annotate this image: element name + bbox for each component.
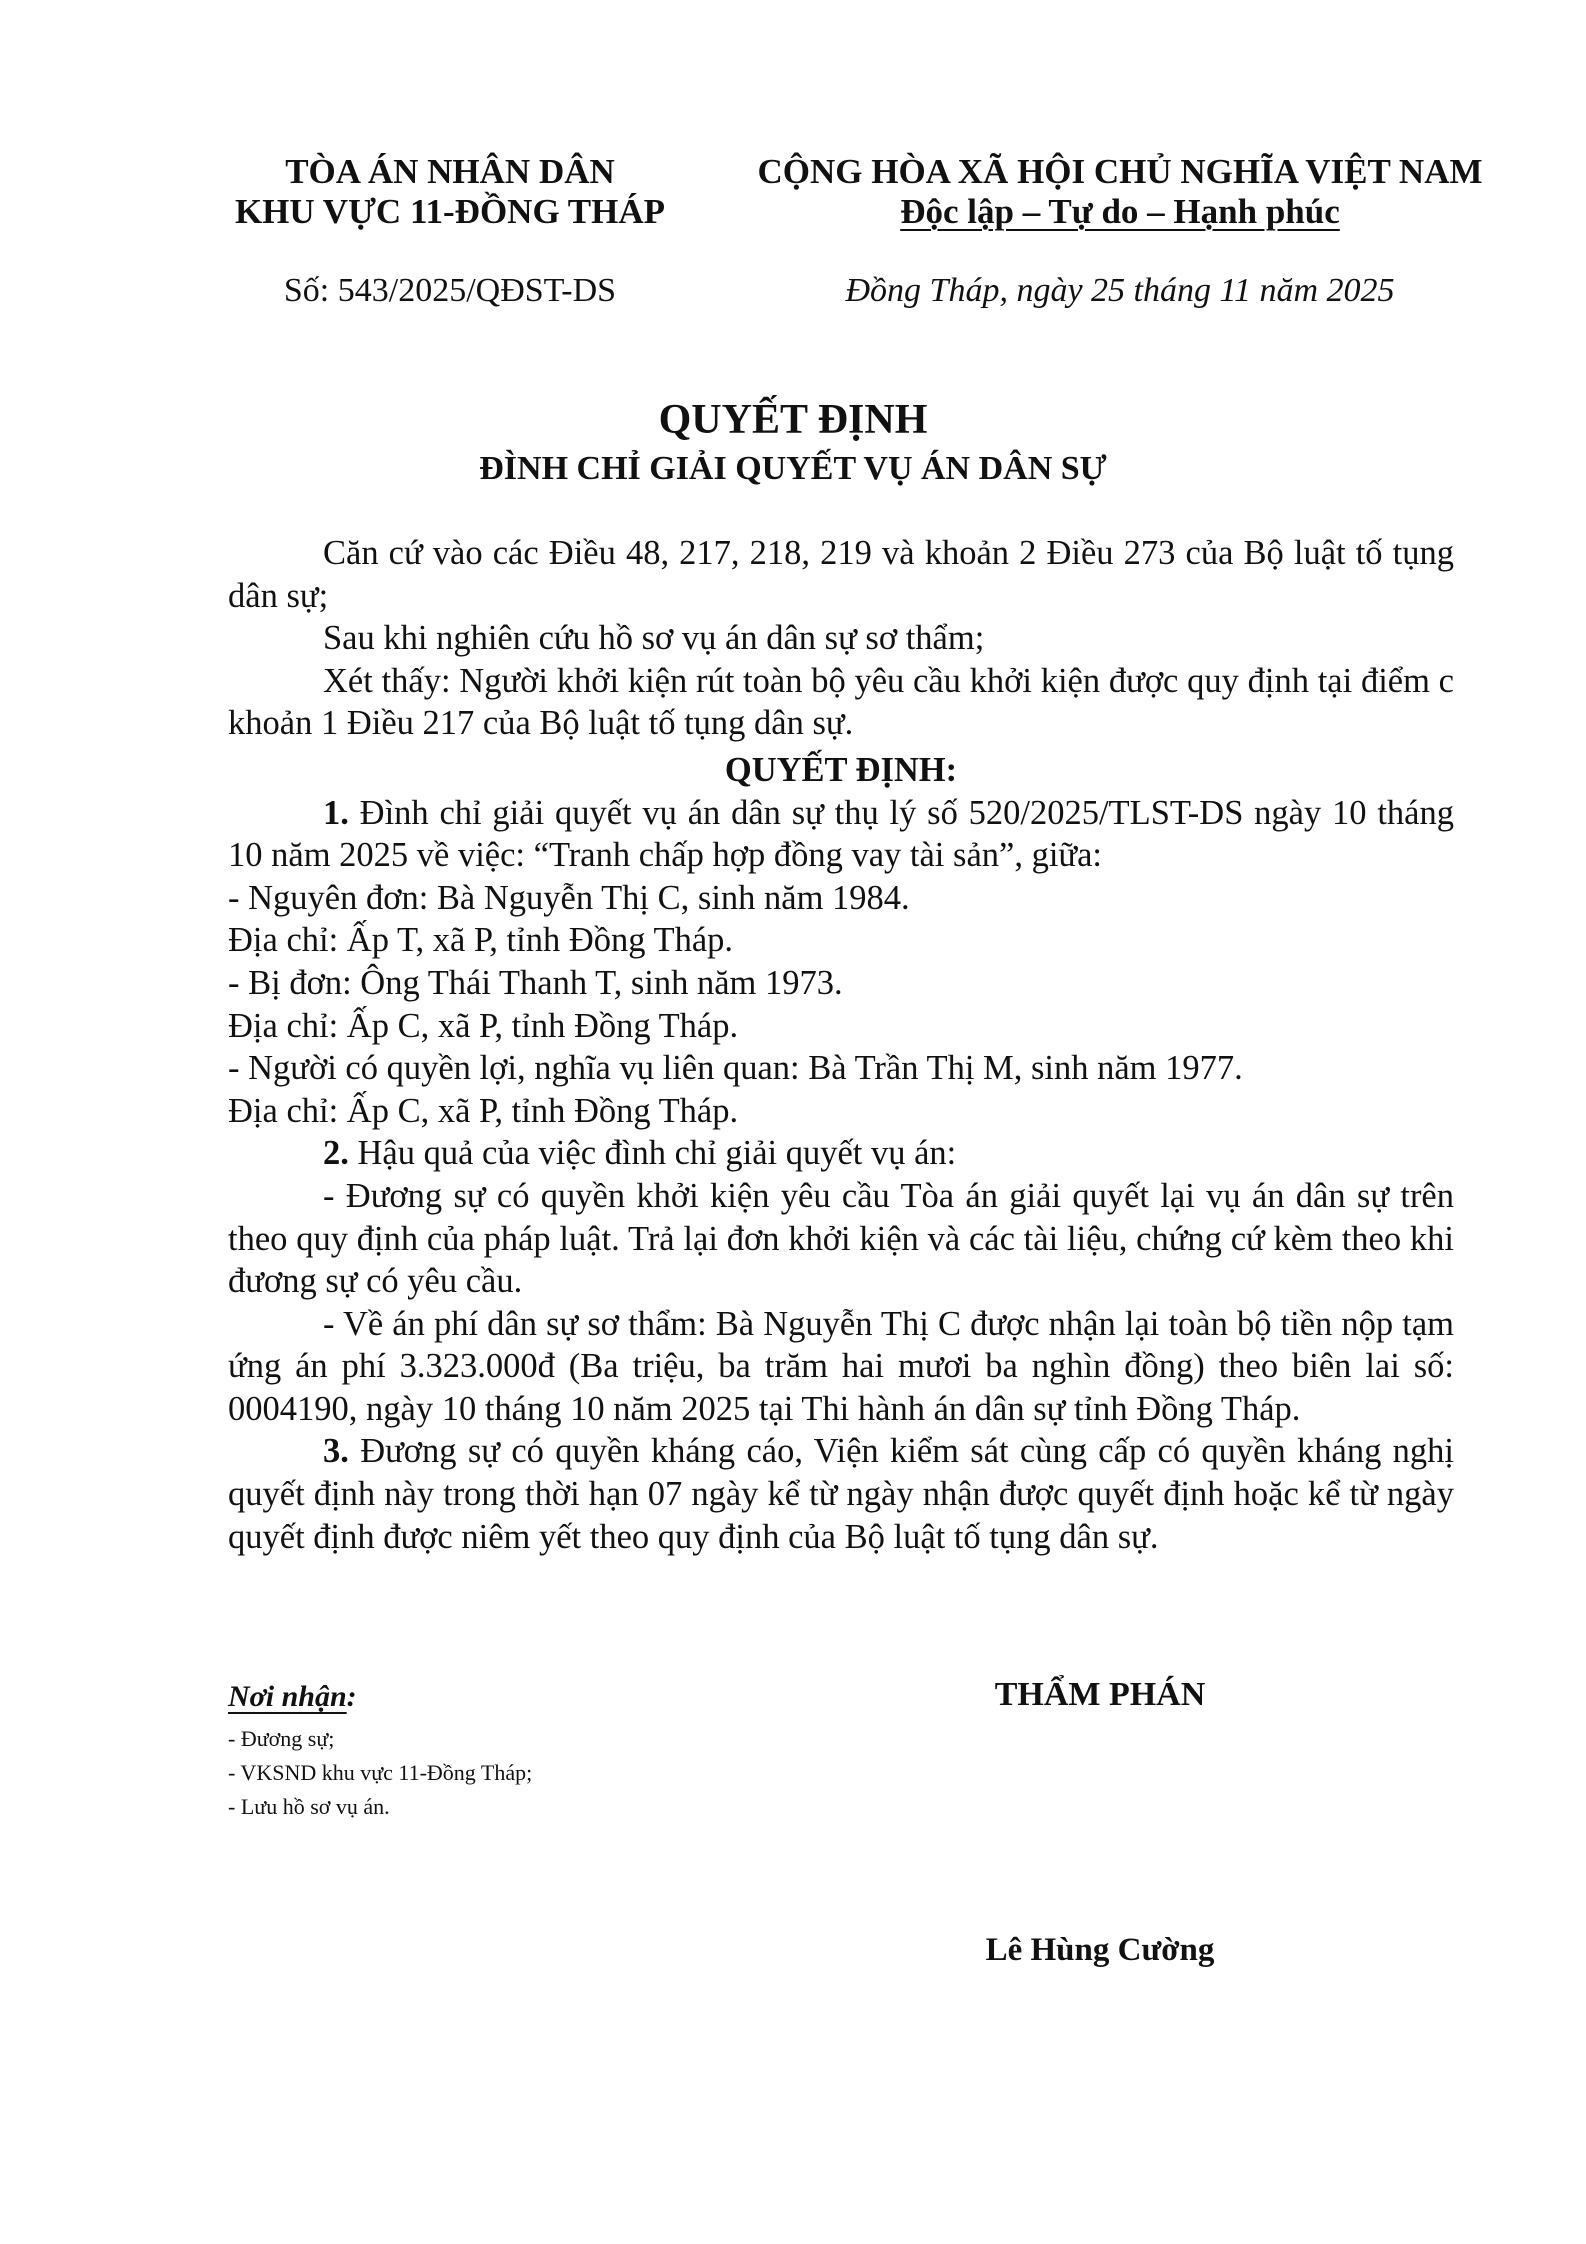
recipients-colon: : [346, 1680, 357, 1713]
court-name-line1: TÒA ÁN NHÂN DÂN [285, 152, 615, 191]
court-name-line2: KHU VỰC 11-ĐỒNG THÁP [234, 192, 666, 231]
decision-item-3 [228, 1430, 1454, 1558]
document-subtitle: ĐÌNH CHỈ GIẢI QUYẾT VỤ ÁN DÂN SỰ [479, 450, 1107, 487]
item-1-text: Đình chỉ giải quyết vụ án dân sự thụ lý số 520/2025/TLST-DS ngày 10 tháng 10 năm 2025 về việc: “Tranh chấp hợp đồng vay tài sản”, giữa: [228, 793, 1454, 875]
item-2-number: 2. [323, 1134, 349, 1173]
recipients-label: Nơi nhận [228, 1680, 347, 1713]
item-2-court-fee: - Về án phí dân sự sơ thẩm: Bà Nguyễn Thị C được nhận lại toàn bộ tiền nộp tạm ứng án phí 3.323.000đ (Ba triệu, ba trăm hai mươi ba nghìn đồng) theo biên lai số: 0004190, ngày 10 tháng 10 năm 2025 tại Thi hành án dân sự tỉnh Đồng Tháp. [228, 1304, 1454, 1428]
party-related: - Người có quyền lợi, nghĩa vụ liên quan: Bà Trần Thị M, sinh năm 1977. [228, 1049, 1243, 1088]
party-related-address: Địa chỉ: Ấp C, xã P, tỉnh Đồng Tháp. [228, 1091, 739, 1130]
party-defendant-address: Địa chỉ: Ấp C, xã P, tỉnh Đồng Tháp. [228, 1006, 739, 1045]
item-2-text: Hậu quả của việc đình chỉ giải quyết vụ án: [348, 1134, 957, 1173]
signature-title: THẨM PHÁN [994, 1676, 1206, 1713]
party-plaintiff: - Nguyên đơn: Bà Nguyễn Thị C, sinh năm 1984. [228, 878, 910, 917]
signer-name: Lê Hùng Cường [985, 1932, 1215, 1968]
recipient-item: - Đương sự; [228, 1726, 335, 1751]
decision-item-1 [228, 792, 1454, 877]
recipient-item: - VKSND khu vực 11-Đồng Tháp; [228, 1760, 533, 1785]
preamble-review: Sau khi nghiên cứu hồ sơ vụ án dân sự sơ thẩm; [323, 619, 985, 658]
recipients-list [228, 1722, 532, 1824]
recipient-item: - Lưu hồ sơ vụ án. [228, 1794, 390, 1819]
recipients-heading [228, 1680, 357, 1714]
document-title: QUYẾT ĐỊNH [658, 397, 928, 443]
decision-item-2 [228, 1132, 1454, 1175]
court-header [200, 152, 700, 232]
nation-header [720, 152, 1520, 232]
item-1-number: 1. [323, 793, 349, 832]
decision-heading: QUYẾT ĐỊNH: [724, 750, 958, 789]
item-3-text: Đương sự có quyền kháng cáo, Viện kiểm sát cùng cấp có quyền kháng nghị quyết định này trong thời hạn 07 ngày kể từ ngày nhận được quyết định hoặc kể từ ngày quyết định được niêm yết theo quy định của Bộ luật tố tụng dân sự. [228, 1432, 1454, 1556]
document-number: Số: 543/2025/QĐST-DS [283, 272, 617, 309]
party-plaintiff-address: Địa chỉ: Ấp T, xã P, tỉnh Đồng Tháp. [228, 921, 734, 960]
item-2-consequence: - Đương sự có quyền khởi kiện yêu cầu Tòa án giải quyết lại vụ án dân sự trên theo quy định của pháp luật. Trả lại đơn khởi kiện và các tài liệu, chứng cứ kèm theo khi đương sự có yêu cầu. [228, 1176, 1454, 1301]
item-3-number: 3. [323, 1432, 349, 1471]
preamble-legal-basis: Căn cứ vào các Điều 48, 217, 218, 219 và khoản 2 Điều 273 của Bộ luật tố tụng dân sự; [228, 534, 1454, 615]
document-body [228, 532, 1454, 1558]
preamble-finding: Xét thấy: Người khởi kiện rút toàn bộ yêu cầu khởi kiện được quy định tại điểm c khoản 1 Điều 217 của Bộ luật tố tụng dân sự. [228, 661, 1454, 743]
nation-name: CỘNG HÒA XÃ HỘI CHỦ NGHĨA VIỆT NAM [757, 152, 1483, 191]
party-defendant: - Bị đơn: Ông Thái Thanh T, sinh năm 1973. [228, 963, 843, 1002]
nation-motto: Độc lập – Tự do – Hạnh phúc [900, 192, 1340, 231]
place-date: Đồng Tháp, ngày 25 tháng 11 năm 2025 [845, 272, 1395, 309]
